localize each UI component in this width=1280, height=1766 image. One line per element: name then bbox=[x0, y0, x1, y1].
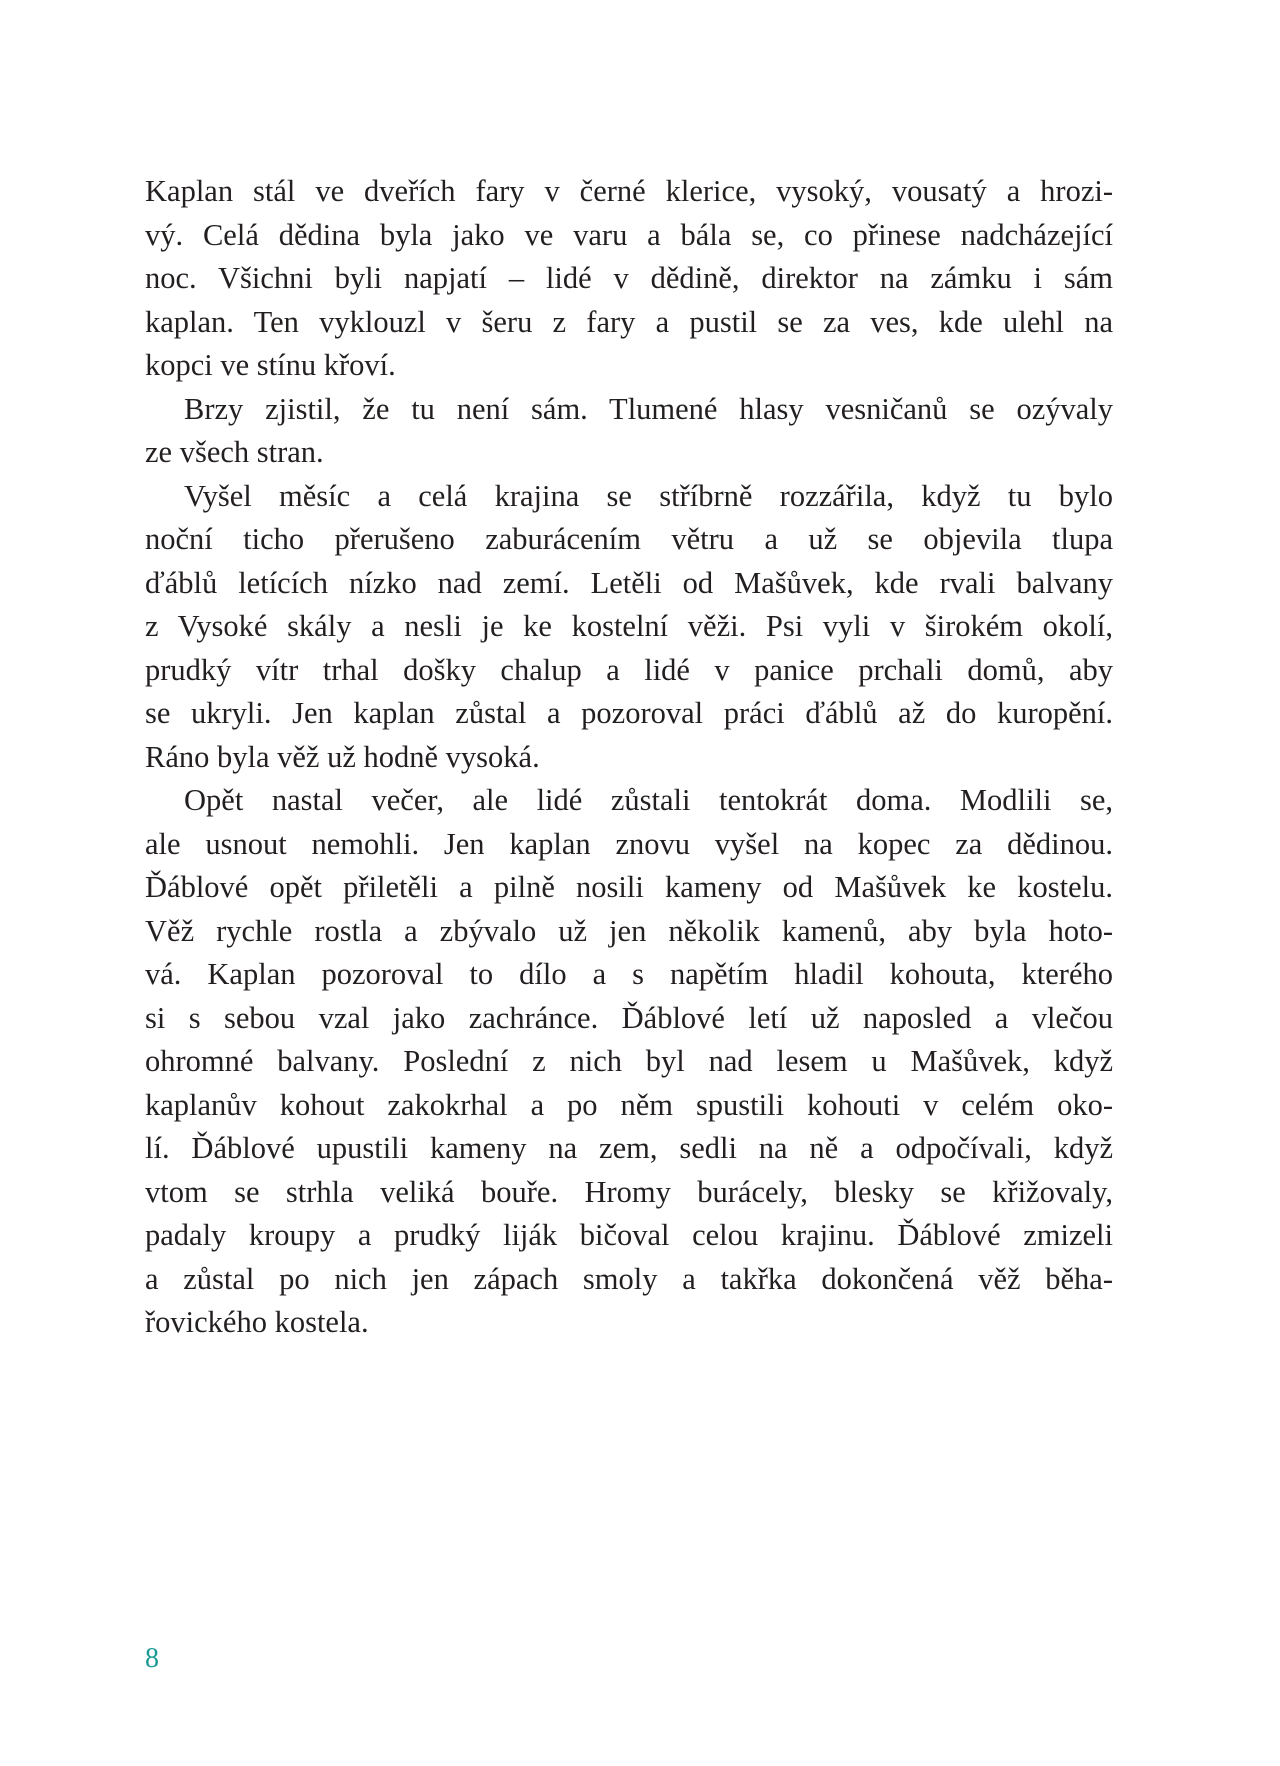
text-line: kaplan. Ten vyklouzl v šeru z fary a pustil se za ves, kde ulehl na bbox=[145, 304, 1113, 339]
text-line: kaplanův kohout zakokrhal a po něm spustili kohouti v celém oko- bbox=[145, 1087, 1113, 1122]
paragraph bbox=[145, 170, 1113, 388]
text-line: Opět nastal večer, ale lidé zůstali tentokrát doma. Modlili se, bbox=[184, 783, 1113, 817]
text-line: ďáblů letících nízko nad zemí. Letěli od Mašůvek, kde rvali balvany bbox=[145, 565, 1113, 600]
text-line: vtom se strhla veliká bouře. Hromy burácely, blesky se křižovaly, bbox=[145, 1174, 1113, 1209]
text-line: Kaplan stál ve dveřích fary v černé klerice, vysoký, vousatý a hrozi- bbox=[145, 174, 1113, 208]
page-number: 8 bbox=[145, 1643, 159, 1674]
body-text bbox=[145, 170, 1113, 1345]
text-line: kopci ve stínu křoví. bbox=[145, 348, 396, 382]
text-line: ze všech stran. bbox=[145, 435, 324, 469]
text-line: Ďáblové opět přiletěli a pilně nosili kameny od Mašůvek ke kostelu. bbox=[145, 870, 1113, 904]
text-line: Vyšel měsíc a celá krajina se stříbrně rozzářila, když tu bylo bbox=[184, 478, 1113, 513]
text-line: noc. Všichni byli napjatí – lidé v dědině, direktor na zámku i sám bbox=[145, 261, 1113, 295]
text-line: si s sebou vzal jako zachránce. Ďáblové letí už naposled a vlečou bbox=[145, 1000, 1113, 1035]
text-line: vá. Kaplan pozoroval to dílo a s napětím hladil kohouta, kterého bbox=[145, 957, 1113, 991]
text-line: se ukryli. Jen kaplan zůstal a pozoroval práci ďáblů až do kuropění. bbox=[145, 696, 1113, 730]
text-line: lí. Ďáblové upustili kameny na zem, sedli na ně a odpočívali, když bbox=[145, 1131, 1113, 1165]
paragraph bbox=[145, 779, 1113, 1345]
text-line: noční ticho přerušeno zaburácením větru a už se objevila tlupa bbox=[145, 522, 1113, 556]
text-line: a zůstal po nich jen zápach smoly a takřka dokončená věž běha- bbox=[145, 1261, 1113, 1296]
text-line: Ráno byla věž už hodně vysoká. bbox=[145, 739, 540, 774]
paragraph bbox=[145, 475, 1113, 780]
text-line: vý. Celá dědina byla jako ve varu a bála se, co přinese nadcházející bbox=[145, 217, 1113, 252]
text-line: ale usnout nemohli. Jen kaplan znovu vyšel na kopec za dědinou. bbox=[145, 826, 1113, 861]
text-line: ohromné balvany. Poslední z nich byl nad lesem u Mašůvek, když bbox=[145, 1044, 1113, 1078]
text-line: Věž rychle rostla a zbývalo už jen několik kamenů, aby byla hoto- bbox=[145, 913, 1113, 948]
text-line: prudký vítr trhal došky chalup a lidé v panice prchali domů, aby bbox=[145, 652, 1113, 687]
paragraph bbox=[145, 388, 1113, 475]
text-line: řovického kostela. bbox=[145, 1305, 369, 1339]
text-line: padaly kroupy a prudký liják bičoval celou krajinu. Ďáblové zmizeli bbox=[145, 1218, 1113, 1252]
text-line: Brzy zjistil, že tu není sám. Tlumené hlasy vesničanů se ozývaly bbox=[184, 391, 1113, 426]
text-line: z Vysoké skály a nesli je ke kostelní věži. Psi vyli v širokém okolí, bbox=[145, 609, 1113, 643]
